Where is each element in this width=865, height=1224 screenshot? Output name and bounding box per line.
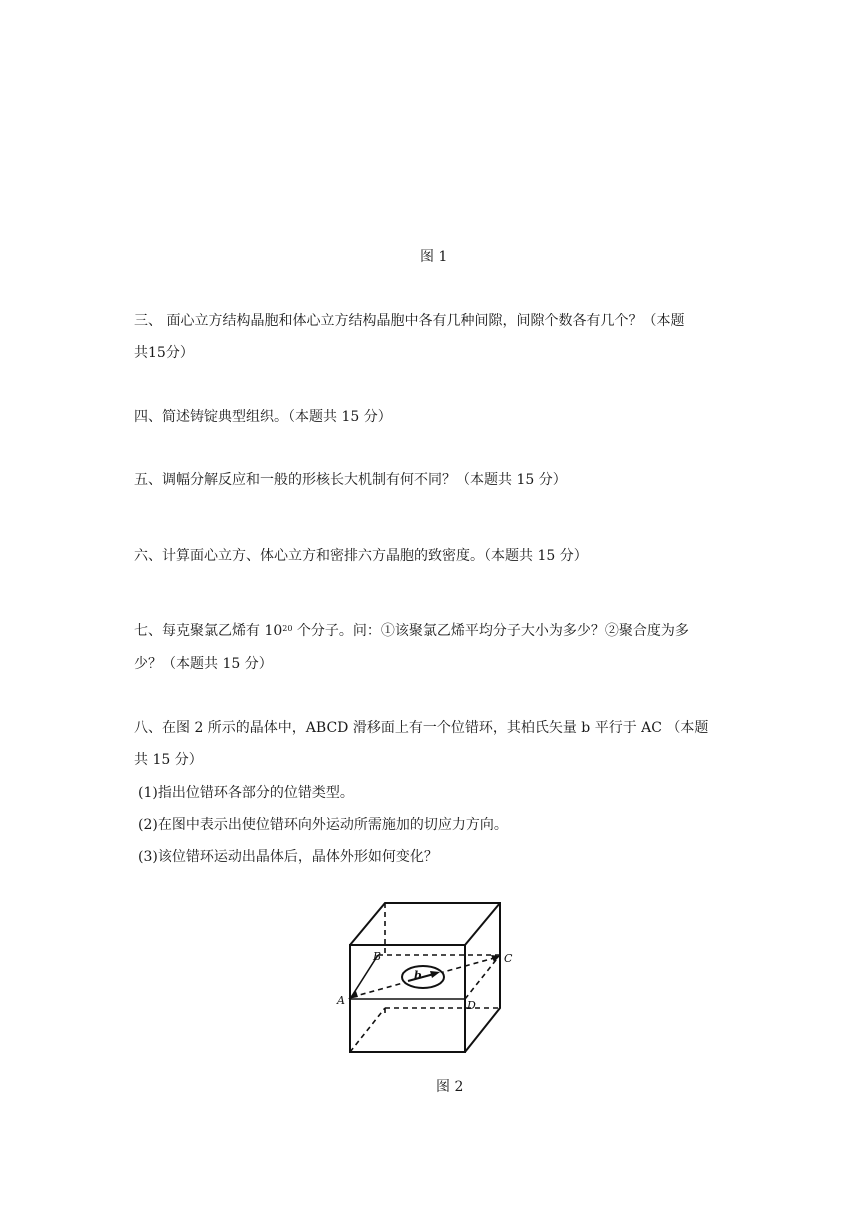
label-a-corner: A — [337, 994, 345, 1007]
question-4: 四、简述铸锭典型组织。（本题共 15 分） — [134, 409, 392, 425]
question-8-line-2: 共 15 分） — [134, 752, 203, 768]
label-burgers-vector: b — [414, 969, 422, 982]
hidden-bottom-left-edge — [350, 1008, 385, 1052]
question-6: 六、计算面心立方、体心立方和密排六方晶胞的致密度。（本题共 15 分） — [134, 548, 588, 564]
question-8-line-1: 八、在图 2 所示的晶体中，ABCD 滑移面上有一个位错环，其柏氏矢量 b 平行于 AC （本题 — [134, 720, 709, 736]
question-5: 五、调幅分解反应和一般的形核长大机制有何不同？（本题共 15 分） — [134, 472, 567, 488]
question-7-line-2: 少？（本题共 15 分） — [134, 656, 273, 672]
question-7-text-a: 七、每克聚氯乙烯有 10 — [134, 623, 283, 639]
figure-2-crystal-diagram — [330, 895, 530, 1065]
question-7-line-1 — [134, 622, 689, 640]
question-7-text-b: 个分子。问：①该聚氯乙烯平均分子大小为多少？②聚合度为多 — [292, 623, 689, 639]
label-b-corner: B — [373, 950, 382, 963]
label-c-corner: C — [504, 952, 513, 965]
question-3-line-1: 三、 面心立方结构晶胞和体心立方结构晶胞中各有几种间隙，间隙个数各有几个？（本题 — [134, 313, 685, 329]
figure-1-caption: 图 1 — [420, 249, 448, 265]
question-8-sub-3: (3)该位错环运动出晶体后，晶体外形如何变化？ — [138, 849, 438, 865]
question-8-sub-1: (1)指出位错环各部分的位错类型。 — [138, 785, 354, 801]
question-7-exponent: 20 — [282, 624, 293, 633]
label-d-corner: D — [467, 999, 476, 1012]
question-3-line-2: 共15分） — [134, 345, 194, 361]
question-8-sub-2: (2)在图中表示出使位错环向外运动所需施加的切应力方向。 — [138, 817, 508, 833]
cube-top-right-edge — [465, 903, 500, 945]
figure-2-caption: 图 2 — [436, 1079, 464, 1095]
